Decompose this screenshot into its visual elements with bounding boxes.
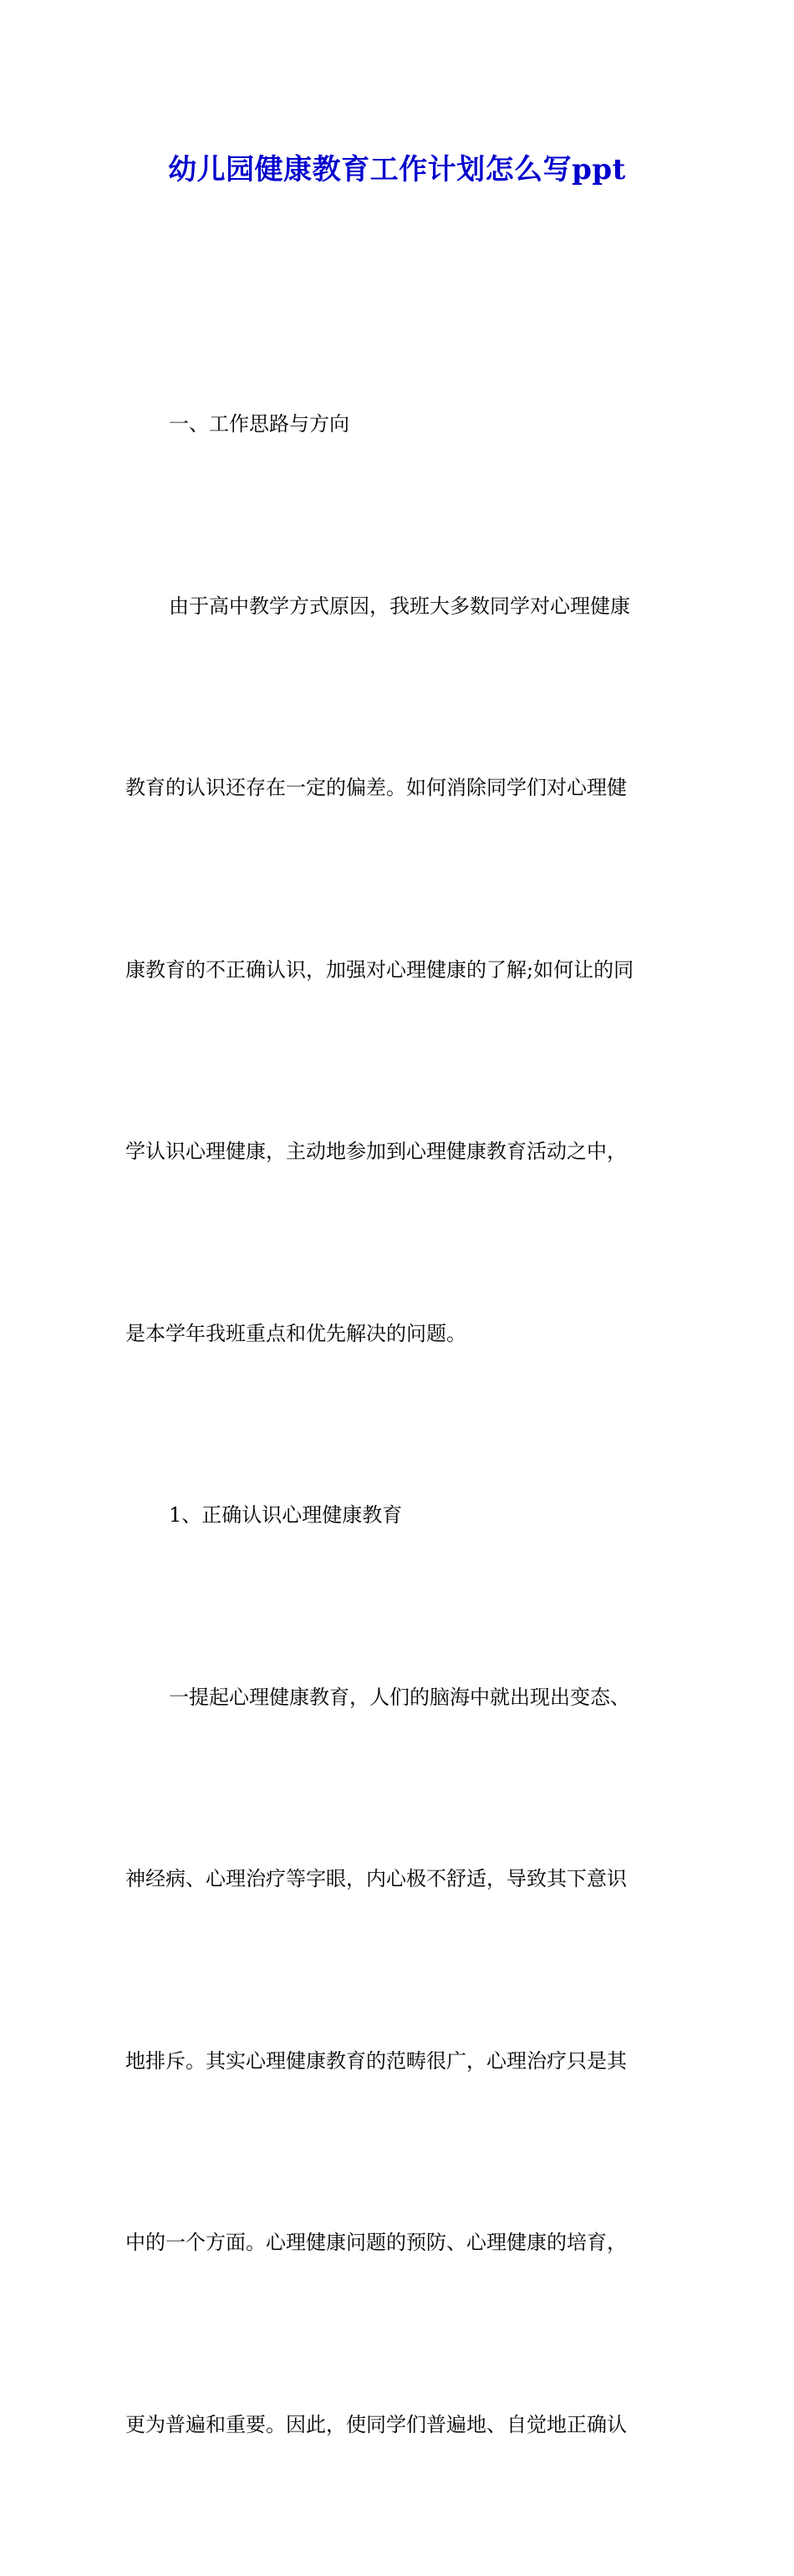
- paragraph-line: 地排斥。其实心理健康教育的范畴很广，心理治疗只是其: [125, 2048, 627, 2073]
- document-title: 幼儿园健康教育工作计划怎么写ppt: [168, 153, 626, 186]
- paragraph-line: 一提起心理健康教育，人们的脑海中就出现出变态、: [169, 1685, 630, 1709]
- paragraph-line: 中的一个方面。心理健康问题的预防、心理健康的培育，: [125, 2231, 627, 2254]
- paragraph-line: 学认识心理健康，主动地参加到心理健康教育活动之中，: [125, 1140, 627, 1163]
- document-body: [125, 273, 670, 2576]
- subsection-heading-1: 1、正确认识心理健康教育: [169, 1503, 403, 1527]
- paragraph-line: 教育的认识还存在一定的偏差。如何消除同学们对心理健: [125, 776, 627, 799]
- section-heading-1: 一、工作思路与方向: [169, 412, 349, 436]
- paragraph-line: 是本学年我班重点和优先解决的问题。: [125, 1321, 466, 1345]
- paragraph-line: 神经病、心理治疗等字眼，内心极不舒适，导致其下意识: [125, 1867, 627, 1890]
- paragraph-line: 更为普遍和重要。因此，使同学们普遍地、自觉地正确认: [125, 2412, 627, 2436]
- paragraph-line: 由于高中教学方式原因，我班大多数同学对心理健康: [169, 594, 630, 618]
- paragraph-line: 康教育的不正确认识，加强对心理健康的了解;如何让的同: [125, 957, 634, 982]
